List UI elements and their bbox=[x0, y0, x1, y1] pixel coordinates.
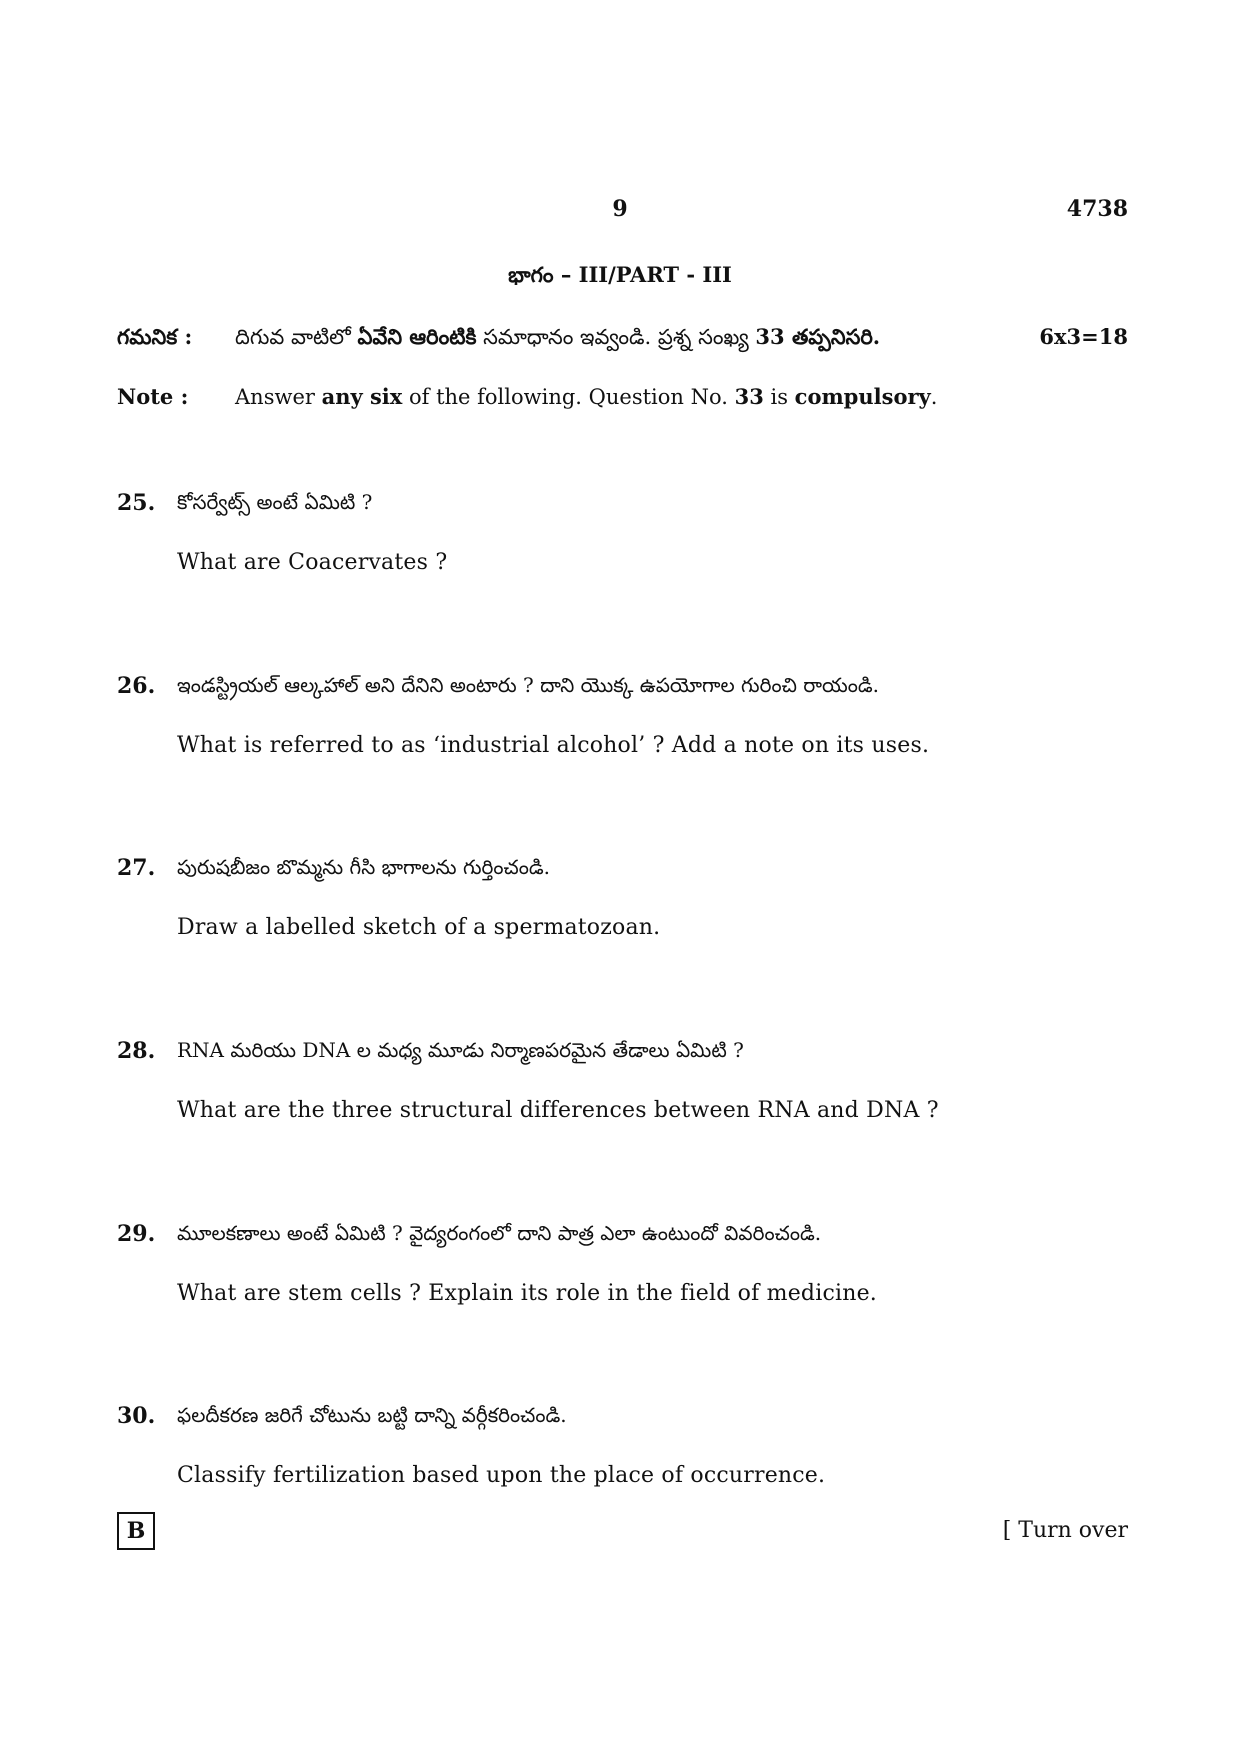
question-number: 28. bbox=[117, 1038, 156, 1064]
part-heading: భాగం – III/PART - III bbox=[508, 262, 732, 287]
series-code-box: B bbox=[117, 1512, 155, 1550]
question-number: 26. bbox=[117, 673, 156, 699]
question-number: 25. bbox=[117, 490, 156, 516]
text-bold: any six bbox=[321, 384, 403, 409]
question-english: Classify fertilization based upon the place of occurrence. bbox=[177, 1463, 826, 1488]
english-note-text bbox=[235, 384, 1128, 409]
paper-code: 4738 bbox=[1066, 196, 1128, 222]
text-span: సమాధానం ఇవ్వండి. ప్రశ్న సంఖ్య bbox=[476, 325, 756, 349]
telugu-note-label: గమనిక : bbox=[117, 324, 193, 349]
question-number: 29. bbox=[117, 1221, 156, 1247]
marks-allocation: 6x3=18 bbox=[1039, 324, 1128, 349]
question-telugu: ఇండస్ట్రియల్ ఆల్కహాల్ అని దేనిని అంటారు ? దాని యొక్క ఉపయోగాల గురించి రాయండి. bbox=[177, 673, 880, 697]
question-number: 27. bbox=[117, 855, 156, 881]
english-instruction bbox=[117, 384, 1128, 409]
question-english: Draw a labelled sketch of a spermatozoan. bbox=[177, 915, 661, 940]
text-span: . bbox=[930, 385, 938, 409]
question-number-ref: 33 bbox=[755, 324, 785, 349]
telugu-note-text bbox=[235, 324, 1039, 355]
question-english: What are stem cells ? Explain its role in the field of medicine. bbox=[177, 1281, 877, 1306]
turn-over-label: [ Turn over bbox=[1002, 1518, 1128, 1543]
question-telugu: కోసర్వేట్స్ అంటే ఏమిటి ? bbox=[177, 490, 373, 514]
question-english: What are Coacervates ? bbox=[177, 550, 448, 575]
question-english: What is referred to as ‘industrial alcohol’ ? Add a note on its uses. bbox=[177, 733, 930, 758]
english-note-label: Note : bbox=[117, 384, 189, 409]
text-span: of the following. Question No. bbox=[402, 385, 735, 409]
question-number: 30. bbox=[117, 1403, 156, 1429]
question-telugu: పురుషబీజం బొమ్మను గీసి భాగాలను గుర్తించండి. bbox=[177, 855, 551, 879]
text-span: దిగువ వాటిలో bbox=[235, 325, 358, 349]
text-bold: తప్పనిసరి. bbox=[784, 324, 881, 349]
text-bold: ఏవేని ఆరింటికి bbox=[357, 324, 477, 349]
text-span: Answer bbox=[235, 385, 322, 409]
question-english: What are the three structural differences between RNA and DNA ? bbox=[177, 1098, 939, 1123]
text-bold: compulsory bbox=[794, 384, 931, 409]
question-telugu: ఫలదీకరణ జరిగే చోటును బట్టి దాన్ని వర్గీకరించండి. bbox=[177, 1403, 567, 1427]
page-number: 9 bbox=[612, 196, 628, 222]
question-telugu: మూలకణాలు అంటే ఏమిటి ? వైద్యరంగంలో దాని పాత్ర ఎలా ఉంటుందో వివరించండి. bbox=[177, 1221, 822, 1245]
telugu-instruction bbox=[117, 324, 1128, 355]
text-span: is bbox=[763, 385, 795, 409]
question-telugu: RNA మరియు DNA ల మధ్య మూడు నిర్మాణపరమైన తేడాలు ఏమిటి ? bbox=[177, 1038, 744, 1062]
question-number-ref: 33 bbox=[734, 384, 764, 409]
